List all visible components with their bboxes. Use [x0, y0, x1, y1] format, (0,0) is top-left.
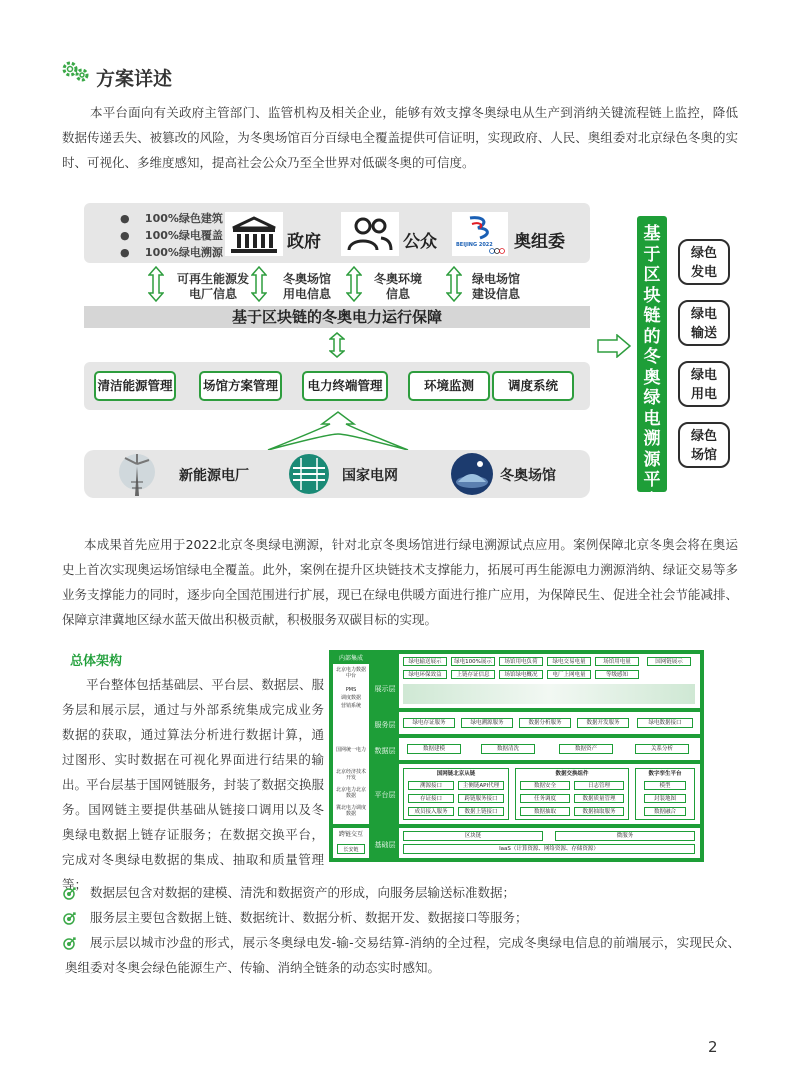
system-dispatch: 调度系统: [492, 371, 574, 401]
double-arrow-icon: [446, 266, 462, 302]
arch-cell: 数据抽取: [520, 807, 570, 816]
double-arrow-icon: [148, 266, 164, 302]
arch-cell: 数据抽取服务: [574, 807, 624, 816]
arch-cell: 区块链: [403, 831, 543, 841]
side-green-venue: 绿色 场馆: [678, 422, 730, 468]
application-paragraph: 本成果首先应用于2022北京冬奥绿电溯源，针对北京冬奥场馆进行绿电溯源试点应用。案例保障北京冬奥会将在奥运史上首次实现奥运场馆绿电全覆盖。此外，案例在提升区块链技术支撑能力，拓展可再生能源电力溯源消纳、绿证交易等多业务支撑能力的同时，逐步向全国范围进行扩展，现已在绿电供暖方面进行推广应用，为保障民生、促进全社会节能减排、保障京津冀地区绿水蓝天做出积极贡献，积极服务双碳目标的实现。: [62, 537, 738, 627]
center-bar: 基于区块链的冬奥电力运行保障: [84, 306, 590, 328]
arch-left-item: PMS: [335, 686, 367, 693]
public-icon: [341, 212, 399, 256]
intro-paragraph: 本平台面向有关政府主管部门、监管机构及相关企业，能够有效支撑冬奥绿电从生产到消纳关键流程链上监控，降低数据传递丢失、被篡改的风险，为冬奥场馆百分百绿电全覆盖提供可信证明，实现政府、人民、奥组委对北京绿色冬奥的实时、可视化、多维度感知，提高社会公众乃至全世界对低碳冬奥的可信度。: [62, 105, 738, 170]
system-power-terminal: 电力终端管理: [302, 371, 388, 401]
government-icon: [225, 212, 283, 256]
arch-group-title: 国网链北京从链: [404, 770, 508, 778]
system-clean-energy: 清洁能源管理: [94, 371, 176, 401]
arch-left-item: 北京经济技术开发: [335, 770, 367, 784]
arch-cell: 电厂上网电量: [547, 670, 591, 679]
source-state-grid: 国家电网: [342, 468, 398, 484]
arch-cell: 场馆用电量: [595, 657, 639, 666]
arch-layer-display-label: 展示层: [374, 685, 396, 693]
arch-cell: 关系分析: [635, 744, 689, 754]
arch-cell: 数据质量管理: [574, 794, 624, 803]
arch-cell: 绿电环保效益: [403, 670, 447, 679]
arrow-label-construction: 绿电场馆 建设信息: [471, 272, 520, 301]
arch-left-title: 内部集成: [333, 654, 369, 664]
entity-government: 政府: [287, 232, 321, 252]
arch-cell: 上链存证信息: [451, 670, 495, 679]
arch-cell: 绿电存证服务: [403, 718, 455, 728]
arch-layer-platform-label: 平台层: [374, 791, 396, 799]
source-new-energy-plant: 新能源电厂: [179, 468, 249, 484]
arch-cell: 模型: [644, 781, 686, 790]
bullet-display-layer: 展示层以城市沙盘的形式，展示冬奥绿电发-输-交易结算-消纳的全过程，完成冬奥绿电信息的前端展示，实现民众、奥组委对冬奥会绿色能源生产、传输、消纳全链条的动态实时感知。: [65, 935, 740, 975]
arch-cell: 数据融合: [644, 807, 686, 816]
bullet-list: [120, 210, 223, 261]
arch-cell: 等级感知: [595, 670, 639, 679]
arch-left-bottom-title: 跨链交互: [333, 830, 369, 840]
architecture-paragraph-1: 平台整体包括基础层、平台层、数据层、服务层和展示层，通过与外部系统集成完成业务数据的获取，通过算法分析进行数据计算，通过图形、实时数据在可视化界面进行结果的输出。: [62, 677, 324, 792]
double-arrow-icon: [346, 266, 362, 302]
arch-cell: IaaS（计算资源、网络资源、存储资源）: [403, 844, 695, 854]
bullet-service-layer: 服务层主要包含数据上链、数据统计、数据分析、数据开发、数据接口等服务；: [90, 910, 528, 925]
arch-cell: 数据建模: [407, 744, 461, 754]
arch-cell: 数据清洗: [481, 744, 535, 754]
target-icon: [63, 886, 77, 900]
beijing-2022-logo-icon: [452, 212, 508, 256]
side-green-transmission: 绿电 输送: [678, 300, 730, 346]
system-venue-plan: 场馆方案管理: [199, 371, 282, 401]
arch-cell: 绿电溯源服务: [461, 718, 513, 728]
arch-layer-data-label: 数据层: [374, 747, 396, 755]
arch-cell: 数据安全: [520, 781, 570, 790]
arch-cell: 数据资产: [559, 744, 613, 754]
arch-group: [515, 768, 629, 820]
arch-layer-base: [399, 828, 700, 858]
arch-cell: 数据分析服务: [519, 718, 571, 728]
arch-cell: 绿电数据接口: [637, 718, 693, 728]
right-arrow-icon: [597, 334, 631, 358]
page-number: 2: [708, 1038, 718, 1056]
arch-cell: 任务调度: [520, 794, 570, 803]
arch-cell: 数据上链接口: [458, 807, 504, 816]
arch-cell: 国网链展示: [647, 657, 691, 666]
arch-layer-display: [399, 654, 700, 708]
arch-group-title: 数字孪生平台: [636, 770, 694, 778]
bullet-item: ● 100%绿电溯源: [120, 246, 223, 259]
platform-vertical-title: 基于区块链的冬奥绿电溯源平台: [637, 216, 667, 492]
state-grid-logo-icon: [287, 452, 331, 496]
arch-left-item: 北京电力北京数据: [335, 788, 367, 802]
arch-left-item: 调度数据: [335, 694, 367, 701]
entity-olympic-committee: 奥组委: [514, 232, 565, 252]
arch-cell: 数据开发服务: [577, 718, 629, 728]
arch-cell: 场馆绿电概况: [499, 670, 543, 679]
arch-left-column: [333, 654, 369, 824]
arch-cell: 场馆用电负荷: [499, 657, 543, 666]
arch-cell: 日志管理: [574, 781, 624, 790]
arch-cell: 跨链服务接口: [458, 794, 504, 803]
svg-text:BEIJING 2022: BEIJING 2022: [456, 242, 493, 248]
arch-layer-data: [399, 738, 700, 760]
arch-group: [403, 768, 509, 820]
arch-layer-platform: [399, 764, 700, 824]
architecture-paragraph-2: 平台层基于国网链服务，封装了数据交换服务。国网链主要提供基础从链接口调用以及冬奥绿电数据上链存证服务；在数据交换平台，完成对冬奥绿电数据的集成、抽取和质量管理等；: [62, 777, 324, 892]
upward-arrow-icon: [258, 410, 418, 452]
arch-cell: 绿电交易电量: [547, 657, 591, 666]
arch-cell: 微服务: [555, 831, 695, 841]
arch-cell: 封装地图: [644, 794, 686, 803]
architecture-diagram: [329, 650, 704, 862]
arch-map-graphic: [403, 684, 695, 704]
double-arrow-icon: [329, 332, 345, 358]
section-title-scheme: 方案详述: [96, 68, 173, 90]
wind-tower-icon: [113, 452, 161, 498]
arrow-label-venue-power: 冬奥场馆 用电信息: [282, 272, 331, 301]
side-green-generation: 绿色 发电: [678, 239, 730, 285]
arch-left-item: 冀北电力调度数据: [335, 806, 367, 820]
arch-cell: 溯源接口: [408, 781, 454, 790]
arch-layer-service-label: 服务层: [374, 721, 396, 729]
bullet-item: ● 100%绿电覆盖: [120, 229, 223, 242]
arch-cell: 绿电输送展示: [403, 657, 447, 666]
bullet-data-layer: 数据层包含对数据的建模、清洗和数据资产的形成，向服务层输送标准数据；: [90, 885, 516, 900]
arch-cell: 成员接入服务: [408, 807, 454, 816]
arrow-label-plant-info: 可再生能源发 电厂信息: [176, 272, 249, 301]
arch-cell: 主侧链API代理: [458, 781, 504, 790]
arch-left-item: 营销系统: [335, 702, 367, 709]
arch-layer-base-label: 基础层: [374, 841, 396, 849]
arch-group-title: 数据交换组件: [516, 770, 628, 778]
target-icon: [63, 911, 77, 925]
arch-group: [635, 768, 695, 820]
arch-cell: 存证接口: [408, 794, 454, 803]
venue-photo-icon: [450, 452, 494, 496]
bullet-item: ● 100%绿色建筑: [120, 212, 223, 225]
side-green-consumption: 绿电 用电: [678, 361, 730, 407]
arch-cell: 绿电100%展示: [451, 657, 495, 666]
arch-left-bottom: [333, 828, 369, 858]
arch-left-bottom-item: 长安链: [337, 844, 365, 854]
section-title-architecture: 总体架构: [70, 654, 123, 669]
entity-public: 公众: [403, 232, 437, 252]
arch-layer-service: [399, 712, 700, 734]
source-olympic-venue: 冬奥场馆: [500, 468, 556, 484]
system-environment: 环境监测: [408, 371, 490, 401]
arch-left-item: 北京电力数据中台: [335, 668, 367, 684]
arrow-label-environment: 冬奥环境 信息: [373, 272, 422, 301]
gears-icon: [60, 58, 94, 84]
double-arrow-icon: [251, 266, 267, 302]
arch-left-item: 国网统一电力: [335, 748, 367, 766]
